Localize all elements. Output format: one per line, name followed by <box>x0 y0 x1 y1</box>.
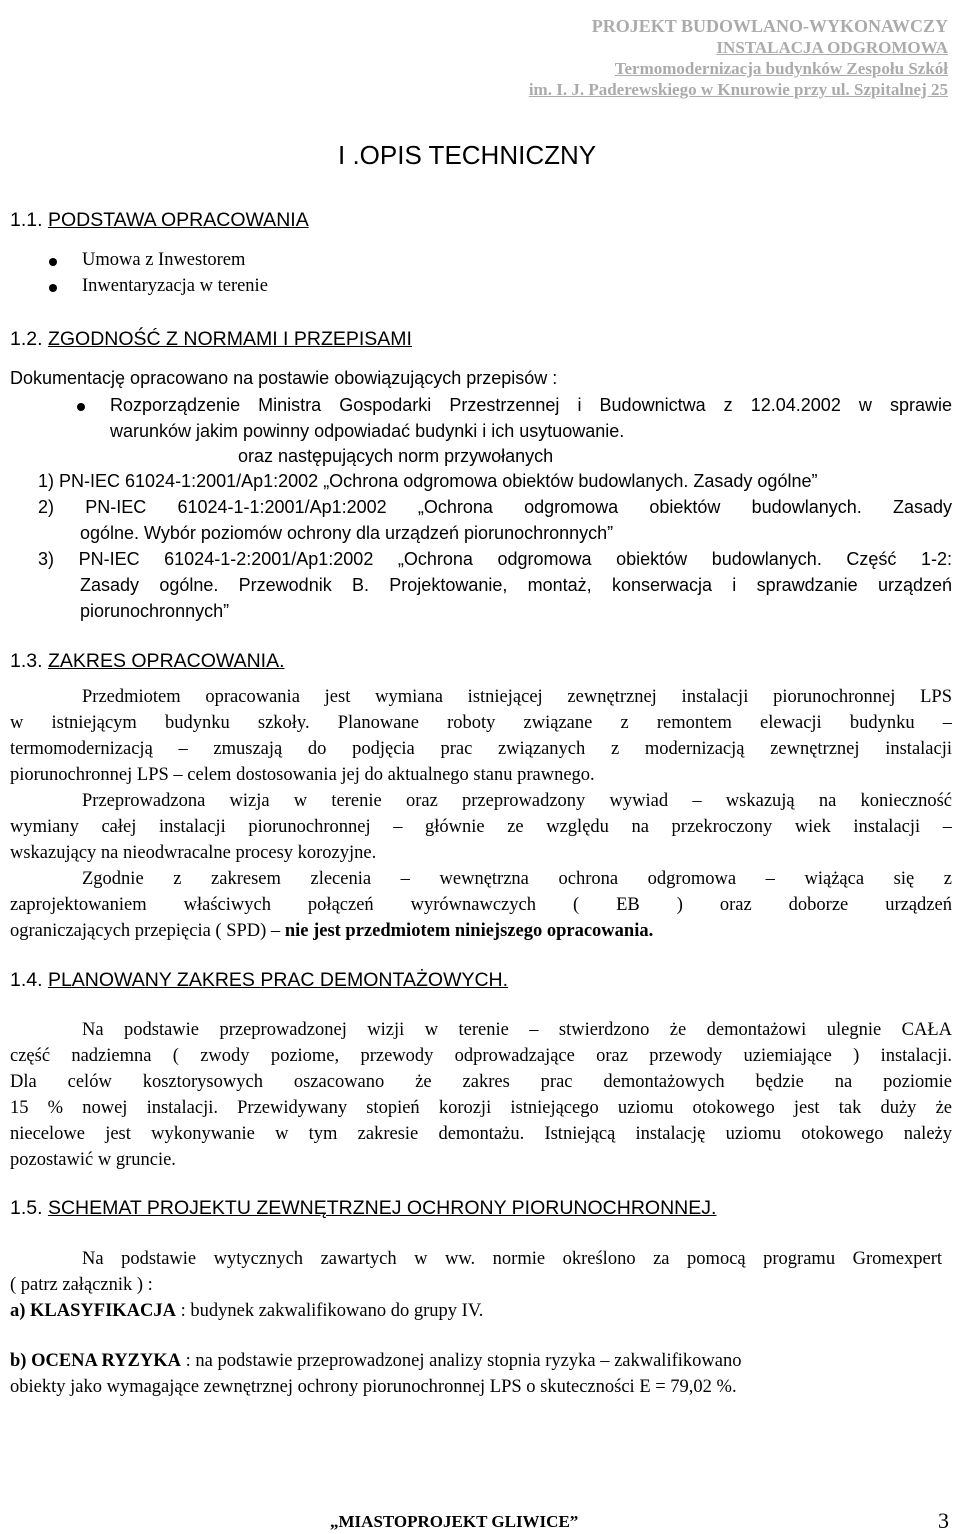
section-title: PODSTAWA OPRACOWANIA <box>47 209 309 231</box>
paragraph-line: Na podstawie przeprowadzonej wizji w terenie – stwierdzono że demontażowi ulegnie CAŁA <box>82 1020 952 1040</box>
bullet-icon <box>49 258 57 266</box>
footer-company: „MIASTOPROJEKT GLIWICE” <box>330 1512 579 1531</box>
paragraph-line: zaprojektowaniem właściwych połączeń wyrównawczych ( EB ) oraz doborze urządzeń <box>10 895 952 915</box>
header-line-3: Termomodernizacja budynków Zespołu Szkół <box>614 59 948 78</box>
regulations-intro: Dokumentację opracowano na postawie obowiązujących przepisów : <box>10 368 558 388</box>
paragraph-line: wymiany całej instalacji piorunochronnej – głównie ze względu na przekroczony wiek instalacji – <box>10 817 952 837</box>
page-number: 3 <box>938 1508 949 1533</box>
paragraph-line: pozostawić w gruncie. <box>10 1150 176 1170</box>
header-line-1: PROJEKT BUDOWLANO-WYKONAWCZY <box>591 16 948 36</box>
classification-line <box>10 1301 483 1322</box>
paragraph-line: Na podstawie wytycznych zawartych w ww. normie określono za pomocą programu Gromexpert <box>82 1249 942 1269</box>
paragraph-line: wskazujący na nieodwracalne procesy korozyjne. <box>10 843 377 863</box>
section-heading-1-5 <box>10 1197 716 1220</box>
section-number: 1.2. <box>10 328 48 350</box>
section-number: 1.4. <box>10 969 48 991</box>
norm-item-3: 3) PN-IEC 61024-1-2:2001/Ap1:2002 „Ochrona odgromowa obiektów budowlanych. Część 1-2: <box>38 549 952 569</box>
section-heading-1-1 <box>10 209 309 232</box>
header-line-4: im. I. J. Paderewskiego w Knurowie przy ul. Szpitalnej 25 <box>528 80 948 99</box>
bullet-icon <box>49 284 57 292</box>
emphasis-text: nie jest przedmiotem niniejszego opracowania. <box>284 921 654 941</box>
list-item: Umowa z Inwestorem <box>82 250 246 270</box>
paragraph-line: Dla celów kosztorysowych oszacowano że zakres prac demontażowych będzie na poziomie <box>10 1072 952 1092</box>
paragraph-line <box>10 921 653 942</box>
paragraph-text: ograniczających przepięcia ( SPD) – <box>10 921 285 941</box>
regulation-line: warunków jakim powinny odpowiadać budynki i ich usytuowanie. <box>110 421 625 441</box>
section-number: 1.3. <box>10 650 48 672</box>
list-item: Inwentaryzacja w terenie <box>82 276 268 296</box>
section-heading-1-2 <box>10 328 412 351</box>
section-heading-1-4 <box>10 969 508 992</box>
paragraph-line: termomodernizacją – zmuszają do podjęcia prac związanych z modernizacją zewnętrznej instalacji <box>10 739 952 759</box>
section-title: ZGODNOŚĆ Z NORMAMI I PRZEPISAMI <box>47 328 412 350</box>
risk-label: b) OCENA RYZYKA <box>10 1351 182 1371</box>
paragraph-line: Przeprowadzona wizja w terenie oraz przeprowadzony wywiad – wskazują na konieczność <box>82 791 952 811</box>
paragraph-line: w istniejącym budynku szkoły. Planowane roboty związane z remontem elewacji budynku – <box>10 713 952 733</box>
section-number: 1.1. <box>10 209 48 231</box>
paragraph-line: piorunochronnej LPS – celem dostosowania jej do aktualnego stanu prawnego. <box>10 765 595 785</box>
classification-label: a) KLASYFIKACJA <box>10 1301 176 1321</box>
section-title: PLANOWANY ZAKRES PRAC DEMONTAŻOWYCH. <box>47 969 509 991</box>
norm-item-2: 2) PN-IEC 61024-1-1:2001/Ap1:2002 „Ochrona odgromowa obiektów budowlanych. Zasady <box>38 497 952 517</box>
risk-line <box>10 1351 741 1372</box>
norm-item-3-cont: Zasady ogólne. Przewodnik B. Projektowanie, montaż, konserwacja i sprawdzanie urządzeń <box>80 575 952 595</box>
paragraph-line: Zgodnie z zakresem zlecenia – wewnętrzna ochrona odgromowa – wiążąca się z <box>82 869 952 889</box>
page-header <box>529 16 948 100</box>
header-line-2: INSTALACJA ODGROMOWA <box>716 38 948 57</box>
norm-item-2-cont: ogólne. Wybór poziomów ochrony dla urządzeń piorunochronnych” <box>80 523 614 543</box>
paragraph-line: 15 % nowej instalacji. Przewidywany stopień korozji istniejącego uziomu otokowego jest tak duży że <box>10 1098 952 1118</box>
regulation-line: Rozporządzenie Ministra Gospodarki Przestrzennej i Budownictwa z 12.04.2002 w sprawie <box>110 395 952 415</box>
paragraph-line: niecelowe jest wykonywanie w tym zakresie demontażu. Istniejącą instalację uziomu otokowego należy <box>10 1124 952 1144</box>
section-number: 1.5. <box>10 1197 48 1219</box>
norm-item-1: 1) PN-IEC 61024-1:2001/Ap1:2002 „Ochrona odgromowa obiektów budowlanych. Zasady ogólne” <box>38 471 818 491</box>
classification-text: : budynek zakwalifikowano do grupy IV. <box>176 1301 484 1321</box>
page-title: I .OPIS TECHNICZNY <box>338 140 597 170</box>
paragraph-line: Przedmiotem opracowania jest wymiana istniejącej zewnętrznej instalacji piorunochronnej LPS <box>82 687 952 707</box>
risk-text: : na podstawie przeprowadzonej analizy stopnia ryzyka – zakwalifikowano <box>181 1351 742 1371</box>
norms-intro: oraz następujących norm przywołanych <box>238 446 554 466</box>
paragraph-line: ( patrz załącznik ) : <box>10 1275 153 1295</box>
section-title: SCHEMAT PROJEKTU ZEWNĘTRZNEJ OCHRONY PIORUNOCHRONNEJ. <box>47 1197 717 1219</box>
paragraph-line: część nadziemna ( zwody poziome, przewody odprowadzające oraz przewody uziemiające ) instalacji. <box>10 1046 952 1066</box>
norm-item-3-cont: piorunochronnych” <box>80 601 230 621</box>
bullet-icon <box>77 403 85 411</box>
risk-line-cont: obiekty jako wymagające zewnętrznej ochrony piorunochronnej LPS o skuteczności E = 79,02 %. <box>10 1377 737 1397</box>
section-heading-1-3 <box>10 650 285 673</box>
section-title: ZAKRES OPRACOWANIA. <box>47 650 285 672</box>
